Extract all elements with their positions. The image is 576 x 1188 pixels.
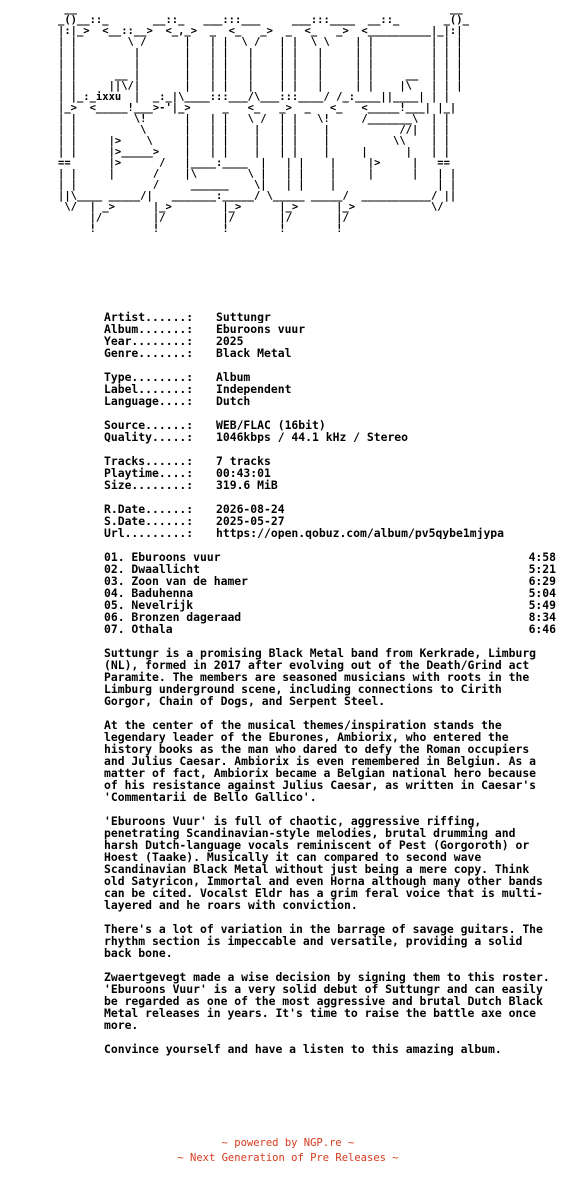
info-key: Type........: — [104, 370, 201, 384]
track-duration: 5:21 — [528, 562, 556, 576]
info-value: 1046kbps / 44.1 kHz / Stereo — [216, 431, 409, 443]
ascii-line: | |_:_ixxu | _:_|\____:::___/\___:::____/ /_:____||____| | | — [58, 91, 450, 103]
track-name: 05. Nevelrijk — [104, 598, 194, 612]
info-row — [104, 431, 556, 443]
info-value: Album — [216, 371, 251, 383]
description-paragraph: 'Eburoons Vuur' is full of chaotic, aggressive riffing, penetrating Scandinavian-style melodies, brutal drumming and harsh Dutch-language vocals reminiscent of Pest (Gorgoroth) or Hoest (Taake). Musically it can compared to second wave Scandinavian Black Metal without just being a mere copy. Think old Satyricon, Immortal and even Horna although many other bands can be cited. Vocalst Eldr has a grim feral voice that is multi-layered and he roars with conviction. — [104, 814, 543, 912]
info-key: Tracks......: — [104, 454, 201, 468]
info-value: https://open.qobuz.com/album/pv5qybe1mjypa — [216, 527, 505, 539]
track-duration: 6:46 — [528, 622, 556, 636]
info-key: Size........: — [104, 478, 201, 492]
info-value: 00:43:01 — [216, 467, 271, 479]
ascii-line: | | ||\/| | | | | | | | | | |\ | | | — [58, 80, 463, 92]
ascii-line: | | | | | | | | | | | | | | | — [58, 47, 463, 59]
tracklist — [104, 551, 556, 635]
info-key: Album.......: — [104, 322, 201, 336]
ascii-line: | | / ______ \| | | | | | — [58, 179, 457, 191]
ascii-line: __ __ — [58, 3, 463, 15]
ascii-line: _()__::_ __::_ ___:::___ ___:::____ __::_ _()_ — [58, 14, 469, 26]
footer-tagline: ~ Next Generation of Pre Releases ~ — [177, 1152, 399, 1164]
description-paragraph: Suttungr is a promising Black Metal band from Kerkrade, Limburg (NL), formed in 2017 after evolving out of the Death/Grind act Paramite. The members are seasoned musicians with roots in the Limburg underground scene, including connections to Cirith Gorgor, Chain of Dogs, and Serpent Steel. — [104, 646, 537, 708]
info-value: Independent — [216, 383, 292, 395]
ascii-line: | | __ | | | | | | | | | | __ | | | — [58, 69, 463, 81]
track-name: 02. Dwaallicht — [104, 562, 201, 576]
info-value: 2025-05-27 — [216, 515, 285, 527]
info-value: Eburoons vuur — [216, 323, 306, 335]
info-value: 2026-08-24 — [216, 503, 285, 515]
info-block — [104, 311, 556, 539]
ascii-line: |/ |/ |/ |/ |/ — [58, 212, 349, 224]
info-key: Quality.....: — [104, 430, 201, 444]
info-key: Source......: — [104, 418, 201, 432]
track-duration: 5:04 — [528, 586, 556, 600]
info-row — [104, 395, 556, 407]
ascii-line: | | |>_____> | | | | | | | | | | | — [58, 146, 450, 158]
info-value: Suttungr — [216, 311, 271, 323]
description-paragraph: At the center of the musical themes/inspiration stands the legendary leader of the Eburones, Ambiorix, who entered the history books as the man who dared to defy the Roman occupiers and Julius Caesar. Ambiorix is even remembered in Belgiun. As a matter of fact, Ambiorix became a Belgian national hero because of his resistance against Julius Caesar, as written in Caesar's 'Commentarii de Bello Gallico'. — [104, 718, 537, 804]
ascii-line: ||\____ _____/| _______:_____/ \_____ _____/ ___________/ || — [58, 190, 457, 202]
release-info — [104, 311, 556, 1067]
footer-powered-by: ~ powered by NGP.re ~ — [221, 1137, 355, 1149]
ascii-line: \/ | _> |_> |_> |_> |_> \/ — [58, 201, 444, 213]
info-key: Genre.......: — [104, 346, 201, 360]
ascii-line: | | | | | | | | | | | | | | | — [58, 58, 463, 70]
info-value: Black Metal — [216, 347, 292, 359]
ascii-line: | | | / |\ \ | | | | | | | | — [58, 168, 457, 180]
info-value: 7 tracks — [216, 455, 271, 467]
info-key: S.Date......: — [104, 514, 201, 528]
track-duration: 8:34 — [528, 610, 556, 624]
ascii-line: | | \ / | | | \ / | | \ \ | | | | | — [58, 36, 463, 48]
ascii-line: |_> <_____!___>-'|_> _ <_ _> _ <_ <_____!___| |_| — [58, 102, 457, 114]
info-row — [104, 479, 556, 491]
info-value: Dutch — [216, 395, 251, 407]
description-paragraph: Zwaertgevegt made a wise decision by signing them to this roster. 'Eburoons Vuur' is a very solid debut of Suttungr and can easily be regarded as one of the most aggressive and brutal Dutch Black Metal releases in years. It's time to raise the battle axe once more. — [104, 970, 550, 1032]
ascii-line: == |> / |____:____ | | | | |> | == — [58, 157, 450, 169]
info-key: R.Date......: — [104, 502, 201, 516]
track-duration: 5:49 — [528, 598, 556, 612]
track-name: 01. Eburoons vuur — [104, 550, 221, 564]
description-paragraph: There's a lot of variation in the barrage of savage guitars. The rhythm section is impeccable and versatile, providing a solid back bone. — [104, 922, 543, 960]
info-key: Language....: — [104, 394, 201, 408]
info-value: WEB/FLAC (16bit) — [216, 419, 326, 431]
track-duration: 4:58 — [528, 550, 556, 564]
info-key: Year........: — [104, 334, 201, 348]
ascii-line: | | |> \ | | | | | | | \\ | | — [58, 135, 450, 147]
track-name: 06. Bronzen dageraad — [104, 610, 242, 624]
info-row — [104, 347, 556, 359]
ascii-line: |:|_> <__::__> <_,_> _ <_ _> _ <_ _> <__________|_|:| — [58, 25, 463, 37]
track-row — [104, 623, 556, 635]
footer — [0, 1136, 576, 1166]
ascii-logo — [0, 0, 576, 235]
info-key: Url.........: — [104, 526, 201, 540]
ascii-line: ! ! ! ! ! — [58, 223, 343, 235]
track-name: 04. Baduhenna — [104, 586, 194, 600]
info-key: Artist......: — [104, 310, 201, 324]
description-paragraph: Convince yourself and have a listen to this amazing album. — [104, 1042, 502, 1056]
info-value: 319.6 MiB — [216, 479, 278, 491]
track-name: 03. Zoon van de hamer — [104, 574, 249, 588]
info-key: Label.......: — [104, 382, 201, 396]
info-value: 2025 — [216, 335, 244, 347]
ascii-line: | | \! | | | \ / | | \! /_______\ | | — [58, 113, 450, 125]
ascii-line: | | \ | | | | | | | //| | | — [58, 124, 450, 136]
info-row — [104, 527, 556, 539]
track-duration: 6:29 — [528, 574, 556, 588]
info-key: Playtime....: — [104, 466, 201, 480]
description — [104, 647, 556, 1055]
track-name: 07. Othala — [104, 622, 173, 636]
